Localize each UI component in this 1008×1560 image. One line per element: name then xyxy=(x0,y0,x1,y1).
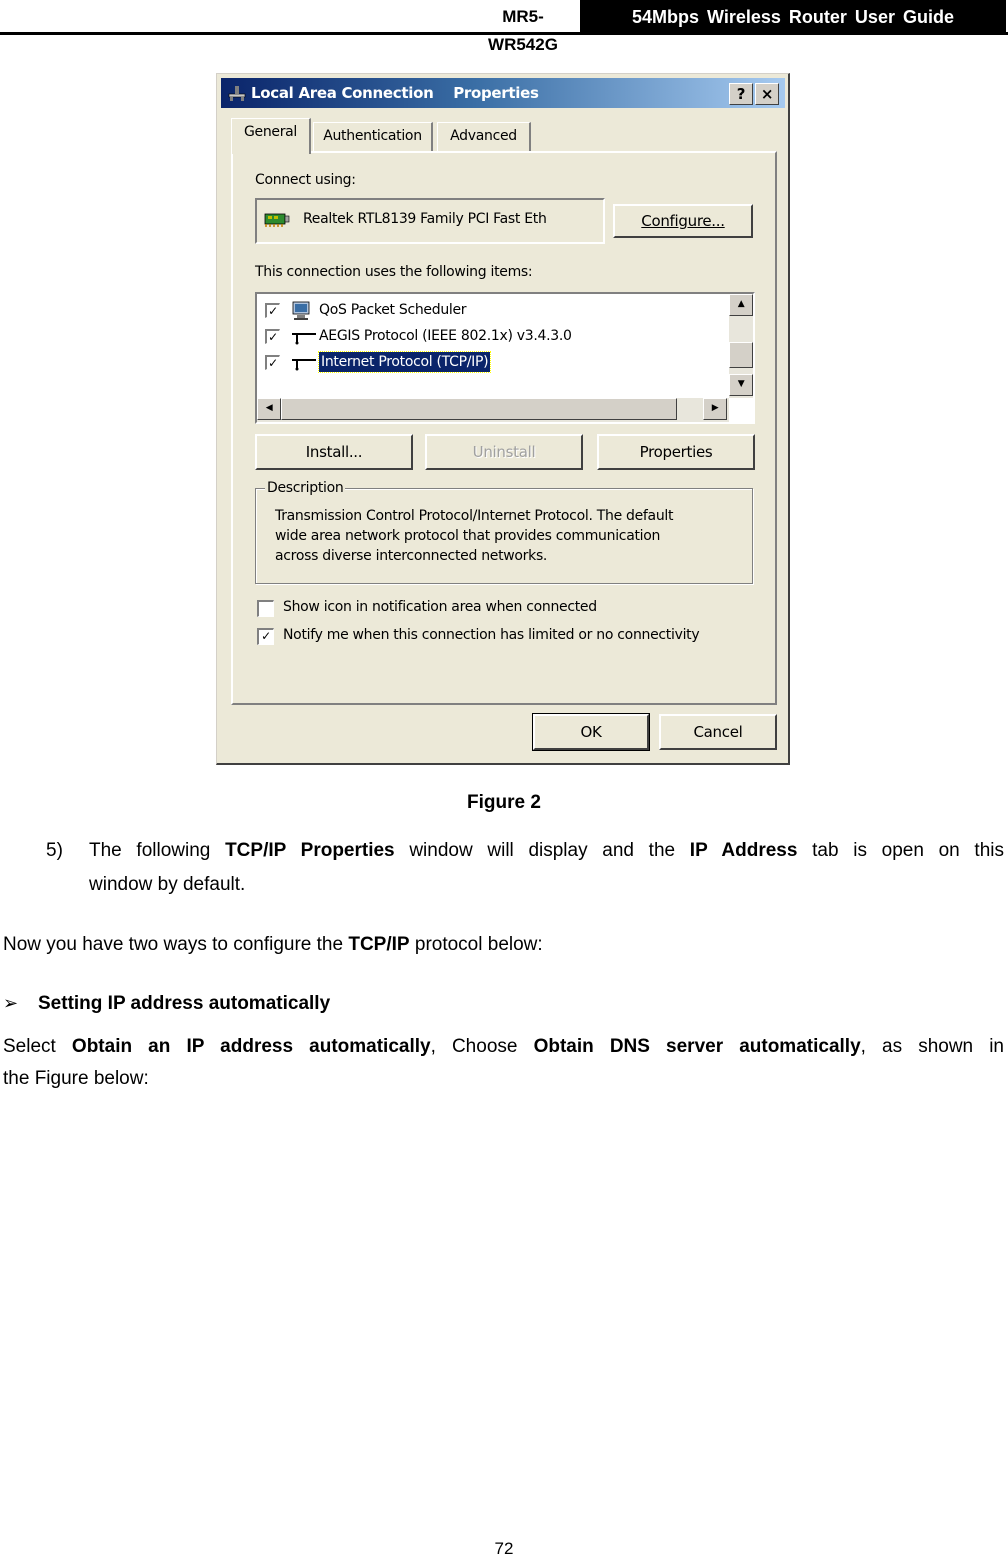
adapter-name: Realtek RTL8139 Family PCI Fast Eth xyxy=(303,211,547,227)
para1-bold: TCP/IP xyxy=(348,934,410,955)
tab-authentication[interactable]: Authentication xyxy=(313,122,433,152)
para2-text-2: , Choose xyxy=(430,1036,534,1057)
tab-advanced[interactable]: Advanced xyxy=(437,122,531,152)
list-item[interactable] xyxy=(265,352,705,374)
step-bold-2: IP Address xyxy=(689,840,798,861)
para2-text-3: , as shown in xyxy=(860,1036,1004,1057)
items-label: This connection uses the following items: xyxy=(255,264,533,280)
network-adapter-icon xyxy=(263,210,291,230)
vertical-scrollbar[interactable] xyxy=(729,294,753,398)
configure-button[interactable] xyxy=(613,204,753,238)
horizontal-scrollbar[interactable] xyxy=(257,398,729,422)
item-checkbox[interactable]: ✓ xyxy=(265,329,280,344)
protocol-icon xyxy=(291,329,317,345)
para2-bold-2: Obtain DNS server automatically xyxy=(533,1036,861,1057)
uninstall-button[interactable]: Uninstall xyxy=(425,434,583,470)
scroll-down-icon[interactable]: ▼ xyxy=(729,374,753,396)
properties-dialog xyxy=(216,73,790,765)
dialog-titlebar[interactable] xyxy=(221,78,785,108)
step-text-3: tab is open on this xyxy=(797,840,1004,861)
list-item[interactable] xyxy=(265,326,705,348)
scroll-left-icon[interactable]: ◀ xyxy=(257,398,281,420)
dialog-title xyxy=(251,84,539,102)
paragraph-2-line2: the Figure below: xyxy=(3,1068,149,1089)
list-item[interactable] xyxy=(265,300,705,322)
properties-button[interactable]: Properties xyxy=(597,434,755,470)
scroll-right-icon[interactable]: ▶ xyxy=(703,398,727,420)
para2-bold-1: Obtain an IP address automatically xyxy=(71,1036,431,1057)
description-line-2: wide area network protocol that provides communication xyxy=(275,528,661,544)
help-button[interactable]: ? xyxy=(729,83,753,105)
step-text-line2: window by default. xyxy=(89,874,246,895)
horizontal-scroll-thumb[interactable] xyxy=(281,398,677,420)
install-button[interactable]: Install... xyxy=(255,434,413,470)
adapter-field xyxy=(255,198,605,244)
tab-general[interactable]: General xyxy=(231,118,311,154)
notify-checkbox[interactable]: ✓ xyxy=(257,628,274,645)
item-checkbox[interactable]: ✓ xyxy=(265,355,280,370)
qos-scheduler-icon xyxy=(291,301,313,321)
show-icon-label: Show icon in notification area when connected xyxy=(283,599,597,615)
components-list[interactable] xyxy=(255,292,755,424)
dialog-title-part2: Properties xyxy=(453,84,539,102)
para1-text-1: Now you have two ways to configure the xyxy=(3,934,349,955)
paragraph-1 xyxy=(3,933,543,956)
protocol-icon xyxy=(291,355,317,371)
page-number: 72 xyxy=(494,1539,514,1558)
header-guide-title: 54Mbps Wireless Router User Guide xyxy=(580,0,1006,34)
step-bold-1: TCP/IP Properties xyxy=(225,840,395,861)
description-line-3: across diverse interconnected networks. xyxy=(275,548,548,564)
para2-text-1: Select xyxy=(3,1036,72,1057)
description-line-1: Transmission Control Protocol/Internet Protocol. The default xyxy=(275,508,674,524)
notify-label: Notify me when this connection has limited or no connectivity xyxy=(283,627,700,643)
item-label: AEGIS Protocol (IEEE 802.1x) v3.4.3.0 xyxy=(319,328,572,344)
dialog-title-part1: Local Area Connection xyxy=(251,84,434,102)
scroll-thumb[interactable] xyxy=(729,342,753,368)
configure-button-label: Configure... xyxy=(641,212,725,230)
item-label: QoS Packet Scheduler xyxy=(319,302,467,318)
scroll-up-icon[interactable]: ▲ xyxy=(729,294,753,316)
step-text-2: window will display and the xyxy=(394,840,690,861)
header-model: MR5-WR542G xyxy=(488,7,558,54)
header-rule xyxy=(0,32,1008,35)
bullet-marker: ➢ xyxy=(3,993,19,1013)
close-icon[interactable]: × xyxy=(755,83,779,105)
connect-using-label: Connect using: xyxy=(255,172,356,188)
step-text-1: The following xyxy=(89,840,226,861)
step-number: 5) xyxy=(46,840,63,861)
figure-caption: Figure 2 xyxy=(467,792,541,813)
ok-button[interactable]: OK xyxy=(533,714,649,750)
item-checkbox[interactable]: ✓ xyxy=(265,303,280,318)
bullet-heading: Setting IP address automatically xyxy=(38,993,331,1014)
para1-text-2: protocol below: xyxy=(409,934,543,955)
show-icon-checkbox[interactable] xyxy=(257,600,274,617)
description-legend: Description xyxy=(267,480,344,496)
network-connection-icon xyxy=(227,84,247,102)
paragraph-2 xyxy=(3,1035,1004,1058)
step-text xyxy=(89,839,1004,862)
item-label-selected: Internet Protocol (TCP/IP) xyxy=(321,354,489,370)
cancel-button[interactable]: Cancel xyxy=(659,714,777,750)
